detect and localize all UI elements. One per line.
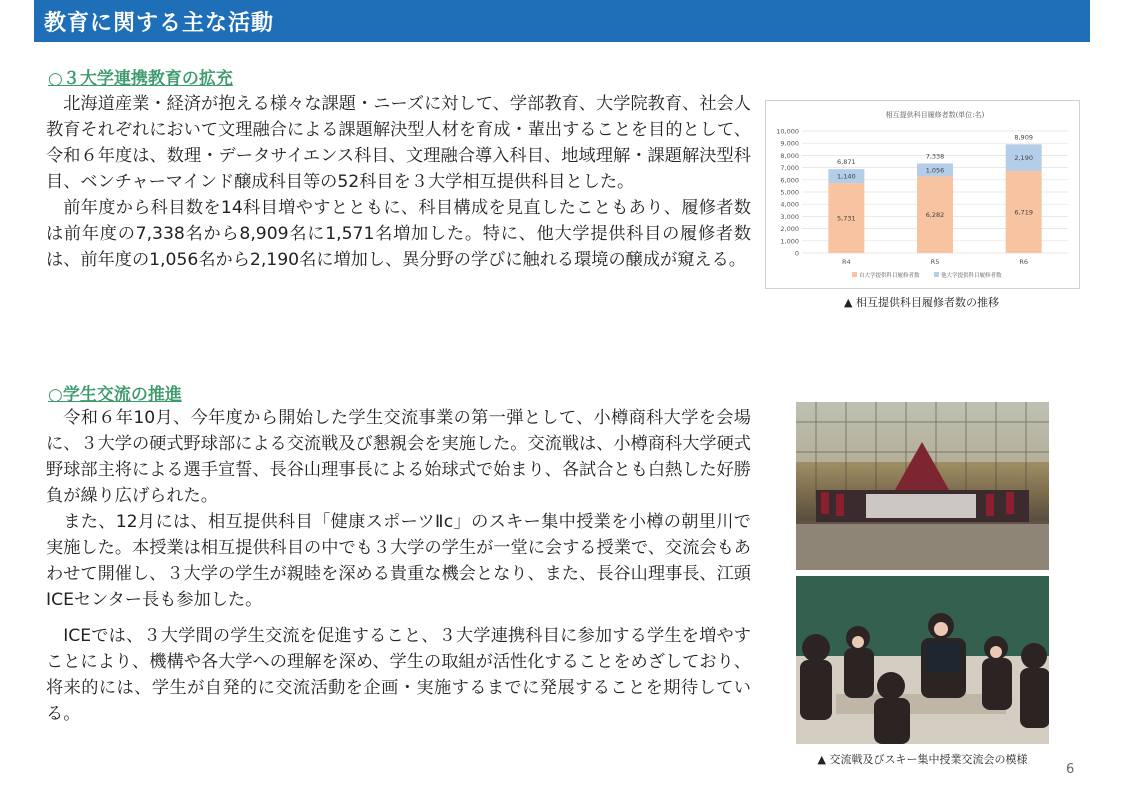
y-tick-label: 7,000 [780,164,799,173]
section1-paragraph-2: 前年度から科目数を14科目増やすとともに、科目構成を見直したこともあり、履修者数は前年度の7,338名から8,909名に1,571名増加した。特に、他大学提供科目の履修者数は、前年度の1,056名から2,190名に増加し、異分野の学びに触れる環境の醸成が窺える。 [46,198,751,270]
page-title: 教育に関する主な活動 [44,11,275,36]
y-tick-label: 2,000 [780,225,799,234]
photo-caption: ▲ 交流戦及びスキー集中授業交流会の模様 [817,753,1028,766]
y-tick-label: 3,000 [780,212,799,221]
page-number: 6 [1066,762,1075,777]
legend-label: 自大学提供科目履修者数 [859,273,920,279]
section2-heading: ○学生交流の推進 [48,385,182,405]
chart-svg [766,101,1079,288]
exchange-photo-illustration [796,576,1049,744]
bar-total-label: 7,338 [925,152,945,161]
bar-value-label: 1,056 [925,166,945,175]
bar-value-label: 6,719 [1014,208,1033,217]
ski-class-exchange-photo [796,576,1049,744]
y-tick-label: 1,000 [780,237,799,246]
baseball-team-photo [796,402,1049,570]
legend-swatch [852,272,857,277]
enrollment-chart [765,100,1080,289]
title-bar [34,0,1090,42]
bar-value-label: 2,190 [1014,154,1033,163]
legend-label: 他大学提供科目履修者数 [941,273,1002,279]
legend-swatch [934,272,939,277]
x-tick-label: R5 [930,258,940,266]
section1-body [46,91,751,273]
chart-title: 相互提供科目履修者数(単位:名) [885,111,985,119]
section2-paragraph-3: ICEでは、３大学間の学生交流を促進すること、３大学連携科目に参加する学生を増やすことにより、機構や各大学への理解を深め、学生の取組が活性化することをめざしており、将来的には、学生が自発的に交流活動を企画・実施するまでに発展することを期待している。 [46,626,751,724]
chart-caption: ▲ 相互提供科目履修者数の推移 [844,296,999,309]
y-tick-label: 9,000 [780,139,799,148]
bar-total-label: 6,871 [837,158,856,167]
x-tick-label: R4 [842,258,851,266]
y-tick-label: 6,000 [780,176,799,185]
y-tick-label: 4,000 [780,200,799,209]
section1-heading: ○３大学連携教育の拡充 [48,69,233,89]
section2-paragraph-1: 令和６年10月、今年度から開始した学生交流事業の第一弾として、小樽商科大学を会場に、３大学の硬式野球部による交流戦及び懇親会を実施した。交流戦は、小樽商科大学硬式野球部主将による選手宣誓、長谷山理事長による始球式で始まり、各試合とも白熱した好勝負が繰り広げられた。 [46,408,751,506]
y-tick-label: 8,000 [780,151,799,160]
section1-paragraph-1: 北海道産業・経済が抱える様々な課題・ニーズに対して、学部教育、大学院教育、社会人教育それぞれにおいて文理融合による課題解決型人材を育成・輩出することを目的として、令和６年度は、数理・データサイエンス科目、文理融合導入科目、地域理解・課題解決型科目、ベンチャーマインド醸成科目等の52科目を３大学相互提供科目とした。 [46,94,751,192]
y-tick-label: 5,000 [780,188,799,197]
bar-value-label: 5,731 [837,214,856,223]
y-tick-label: 10,000 [776,127,799,136]
bar-value-label: 1,140 [837,172,856,181]
bar-total-label: 8,909 [1014,133,1033,142]
bar-value-label: 6,282 [925,211,945,220]
x-tick-label: R6 [1019,258,1028,266]
section2-body [46,405,751,727]
baseball-photo-illustration [796,402,1049,570]
section2-paragraph-2: また、12月には、相互提供科目「健康スポーツⅡc」のスキー集中授業を小樽の朝里川で実施した。本授業は相互提供科目の中でも３大学の学生が一堂に会する授業で、交流会もあわせて開催し、３大学の学生が親睦を深める貴重な機会となり、また、長谷山理事長、江頭ICEセンター長も参加した。 [46,512,751,610]
y-tick-label: 0 [794,249,799,258]
